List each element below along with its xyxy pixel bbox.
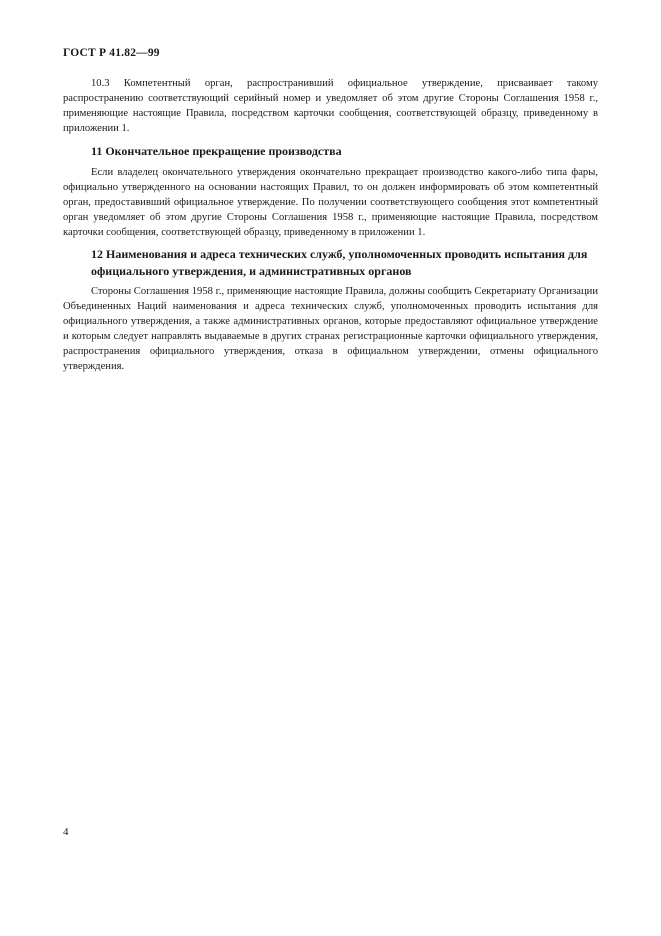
section-12-heading: 12 Наименования и адреса технических служб, уполномоченных проводить испытания для официального утверждения, и административных органов [91,247,588,278]
section-12-text: Стороны Соглашения 1958 г., применяющие настоящие Правила, должны сообщить Секретариату Организации Объединенных Наций наименования и адреса технических служб, уполномоченных проводить испытания для официального утверждения, а также административных органов, которые предоставляют официальное утверждение и которым следует направлять выдаваемые в других странах регистрационные карточки официального утверждения, распространения официального утверждения, отказа в официальном утверждении, отмены официального утверждения. [63,286,598,372]
document-header: ГОСТ Р 41.82—99 [63,47,160,59]
section-11-heading: 11 Окончательное прекращение производства [91,144,342,158]
page-number: 4 [63,826,69,838]
section-11-text: Если владелец окончательного утверждения окончательно прекращает производство какого-либо типа фары, официально утвержденного на основании настоящих Правил, то он должен информировать об этом компетентный орган, предоставивший официальное утверждение. По получении соответствующего сообщения этот компетентный орган уведомляет об этом другие Стороны Соглашения 1958 г., применяющие настоящие Правила, посредством карточки сообщения, соответствующей образцу, приведенному в приложении 1. [63,167,598,238]
document-body [63,76,598,374]
paragraph-10-3: 10.3 Компетентный орган, распространивший официальное утверждение, присваивает такому распространению соответствующий серийный номер и уведомляет об этом другие Стороны Соглашения 1958 г., применяющие настоящие Правила, посредством карточки сообщения, соответствующей образцу, приведенному в приложении 1. [63,78,598,134]
